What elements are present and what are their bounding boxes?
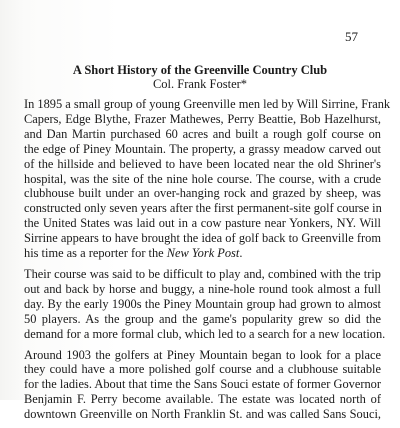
article-body [24, 97, 391, 428]
text-line: constructed only seven years after the first permanent-site golf course in [24, 201, 382, 216]
text-line: In 1895 a small group of young Greenville men led by Will Sirrine, Frank [24, 97, 391, 111]
text-line: the edge of Piney Mountain. The property, a grassy meadow carved out [24, 141, 381, 156]
text-line: demand for a more formal club, which led to a search for a new location. [24, 326, 386, 341]
paragraph-2 [24, 266, 386, 342]
text-line: of the hillside and believed to have been located near the old Shriner's [24, 156, 381, 171]
text-line: Capers, Edge Blythe, Frazer Mathewes, Perry Beattie, Bob Hazelhurst, [24, 111, 381, 126]
text-line: Sirrine appears to have brought the idea of golf back to Greenville from [24, 231, 381, 246]
text-line: clubhouse built under an over-hanging rock and grazed by sheep, was [24, 186, 381, 201]
paragraph-1 [24, 97, 391, 261]
text-segment: . [239, 246, 243, 261]
text-line: and Dan Martin purchased 60 acres and built a rough golf course on [24, 126, 381, 141]
text-line: Their course was said to be difficult to play and, combined with the trip [24, 266, 381, 281]
text-line: 50 players. As the group and the game's popularity grew so did the [24, 311, 381, 326]
text-line: they could have a more polished golf course and a clubhouse suitable [24, 362, 381, 377]
text-line: day. By the early 1900s the Piney Mountain group had grown to almost [24, 296, 381, 311]
text-line: the United States was laid out in a cow pasture near Yonkers, NY. Will [24, 216, 381, 231]
text-segment: his time as a reporter for the [24, 246, 167, 261]
text-line: Around 1903 the golfers at Piney Mountain began to look for a place [24, 347, 381, 362]
text-line: for the ladies. About that time the Sans Souci estate of former Governor [24, 377, 381, 392]
text-line: downtown Greenville on North Franklin St. and was called Sans Souci, [24, 407, 381, 422]
text-line: Benjamin F. Perry become available. The estate was located north of [24, 392, 381, 407]
page-number: 57 [345, 29, 358, 44]
paragraph-3 [24, 348, 381, 423]
text-line [24, 246, 381, 261]
publication-name: New York Post [166, 246, 240, 261]
text-line: out and back by horse and buggy, a nine-hole round took almost a full [24, 281, 381, 296]
article-title: A Short History of the Greenville Country Club [72, 63, 328, 77]
text-line: hospital, was the site of the nine hole course. The course, with a crude [24, 171, 381, 186]
article-author: Col. Frank Foster* [152, 77, 248, 91]
